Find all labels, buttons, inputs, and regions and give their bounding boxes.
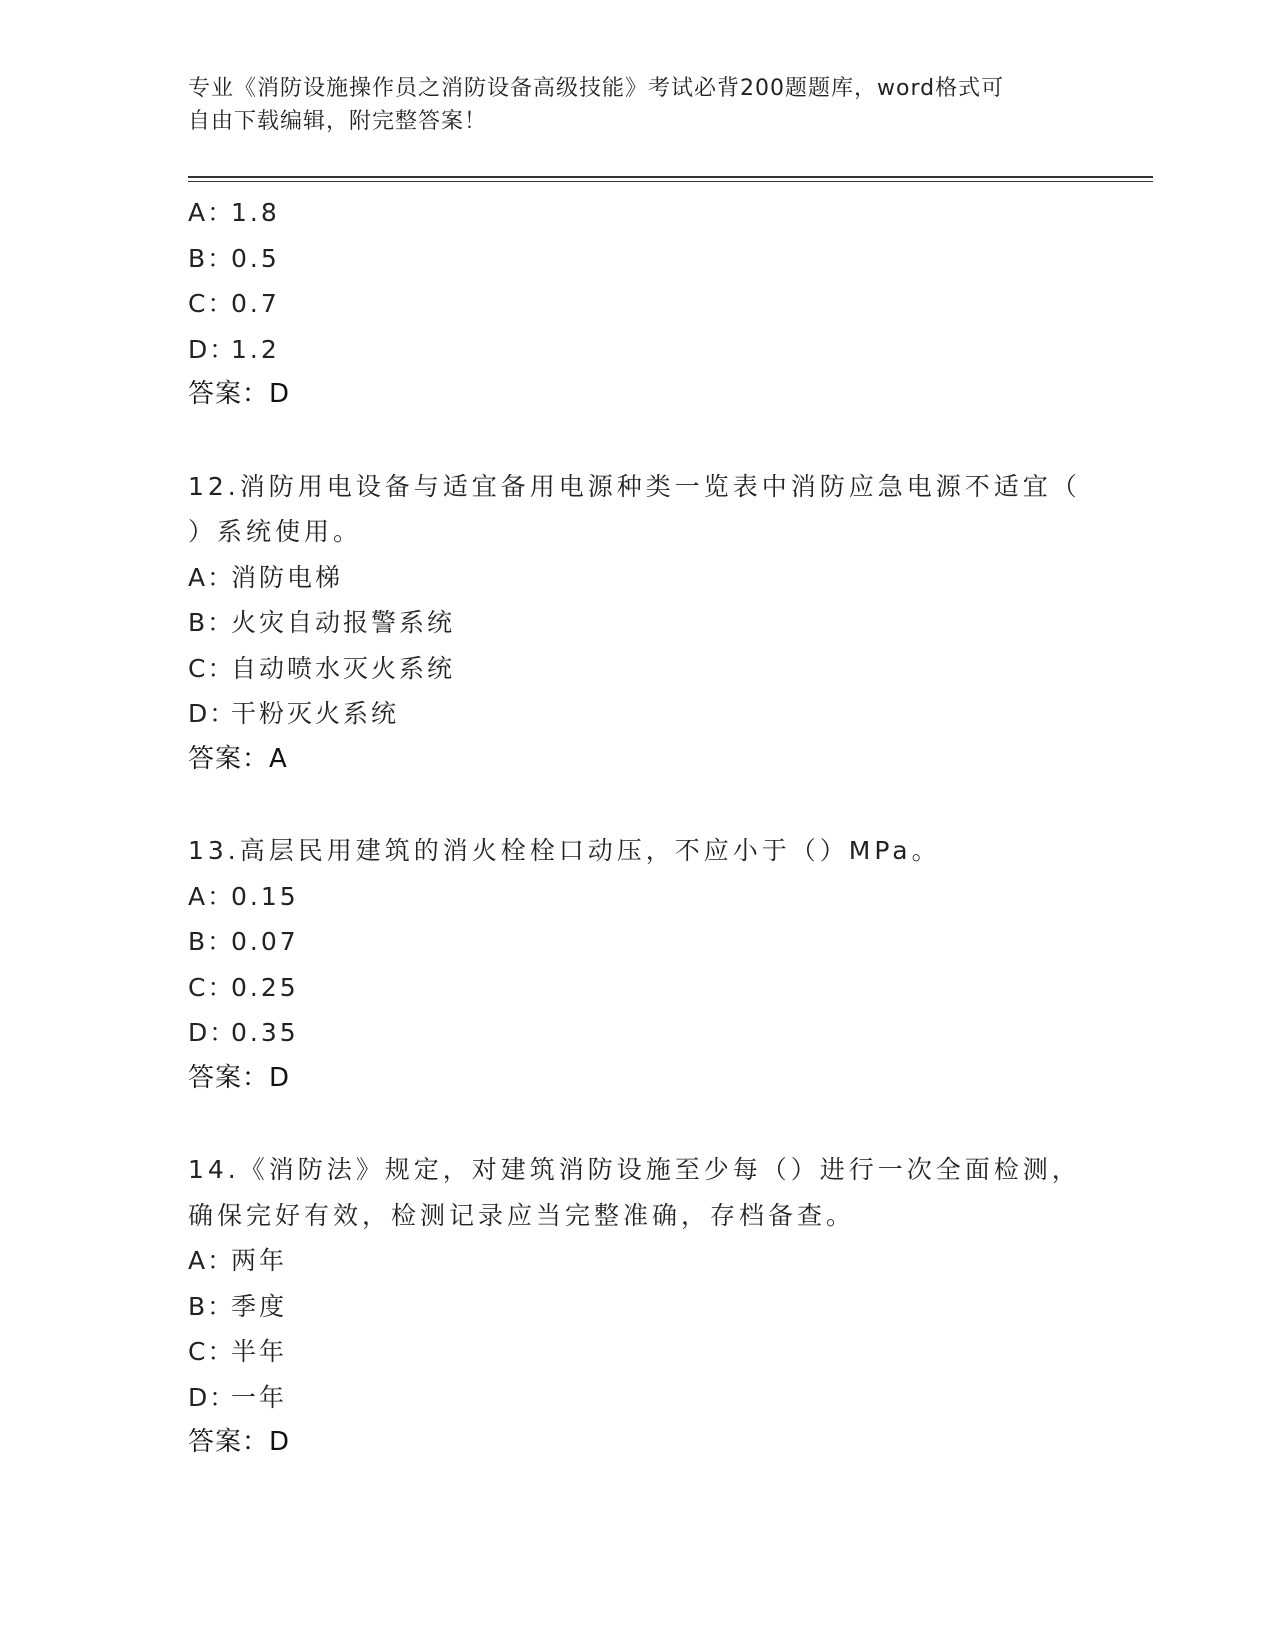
header-divider-thin (188, 181, 1153, 182)
option-label: C： (188, 289, 235, 318)
question-14 (188, 1147, 1088, 1466)
question-text-line: 13.高层民用建筑的消火栓栓口动压，不应小于（）MPa。 (188, 836, 941, 865)
option-c (188, 281, 1088, 327)
spacer (188, 1101, 1088, 1147)
header-line-1: 专业《消防设施操作员之消防设备高级技能》考试必背200题题库，word格式可 (188, 76, 1005, 101)
option-text: 一年 (231, 1382, 288, 1412)
option-d (188, 327, 1088, 373)
option-label: C： (188, 972, 235, 1002)
question-12 (188, 464, 1088, 783)
option-c (188, 1329, 1088, 1375)
option-label: B： (188, 1291, 235, 1321)
option-c (188, 646, 1088, 692)
option-text: 0.5 (231, 243, 280, 273)
option-text: 0.7 (231, 289, 280, 318)
option-text: 消防电梯 (231, 562, 344, 592)
question-11-continued (188, 190, 1088, 418)
option-b (188, 600, 1088, 646)
option-label: A： (188, 881, 235, 911)
option-text: 季度 (231, 1291, 288, 1321)
question-list (188, 190, 1088, 1466)
spacer (188, 418, 1088, 464)
question-text-line: 12.消防用电设备与适宜备用电源种类一览表中消防应急电源不适宜（ (188, 471, 1081, 501)
option-label: A： (188, 1246, 235, 1275)
answer-line: 答案：D (188, 379, 291, 409)
option-label: D： (188, 334, 237, 364)
option-b (188, 236, 1088, 282)
option-a (188, 1238, 1088, 1284)
option-text: 1.2 (231, 334, 280, 364)
option-b (188, 1284, 1088, 1330)
option-label: B： (188, 608, 235, 637)
option-label: D： (188, 1018, 237, 1047)
option-text: 干粉灭火系统 (231, 699, 400, 728)
option-text: 0.15 (231, 881, 299, 911)
answer-line: 答案：D (188, 1062, 291, 1093)
option-text: 0.07 (231, 927, 299, 956)
spacer (188, 782, 1088, 828)
option-label: C： (188, 653, 235, 683)
header-divider-thick (188, 176, 1153, 178)
option-label: A： (188, 562, 235, 592)
question-text-line: 14.《消防法》规定，对建筑消防设施至少每（）进行一次全面检测， (188, 1155, 1081, 1184)
option-c (188, 965, 1088, 1011)
option-label: B： (188, 243, 235, 273)
option-label: D： (188, 699, 237, 728)
option-label: B： (188, 927, 235, 956)
option-b (188, 919, 1088, 965)
option-text: 自动喷水灭火系统 (231, 653, 456, 683)
option-label: A： (188, 198, 235, 227)
option-text: 火灾自动报警系统 (231, 608, 456, 637)
header-line-2: 自由下载编辑，附完整答案！ (188, 109, 488, 134)
option-text: 0.35 (231, 1018, 299, 1047)
option-d (188, 1375, 1088, 1421)
question-text-line: 确保完好有效，检测记录应当完整准确，存档备查。 (188, 1200, 856, 1230)
answer-line: 答案：D (188, 1427, 291, 1457)
document-header (188, 72, 1088, 138)
option-label: C： (188, 1337, 235, 1366)
option-a (188, 874, 1088, 920)
option-d (188, 1010, 1088, 1056)
option-d (188, 691, 1088, 737)
question-text-line: ）系统使用。 (188, 517, 363, 546)
answer-line: 答案：A (188, 743, 288, 774)
option-text: 1.8 (231, 198, 280, 227)
option-label: D： (188, 1382, 237, 1412)
option-text: 两年 (231, 1246, 288, 1275)
option-a (188, 190, 1088, 236)
option-a (188, 555, 1088, 601)
option-text: 半年 (231, 1337, 288, 1366)
question-13 (188, 828, 1088, 1101)
option-text: 0.25 (231, 972, 299, 1002)
